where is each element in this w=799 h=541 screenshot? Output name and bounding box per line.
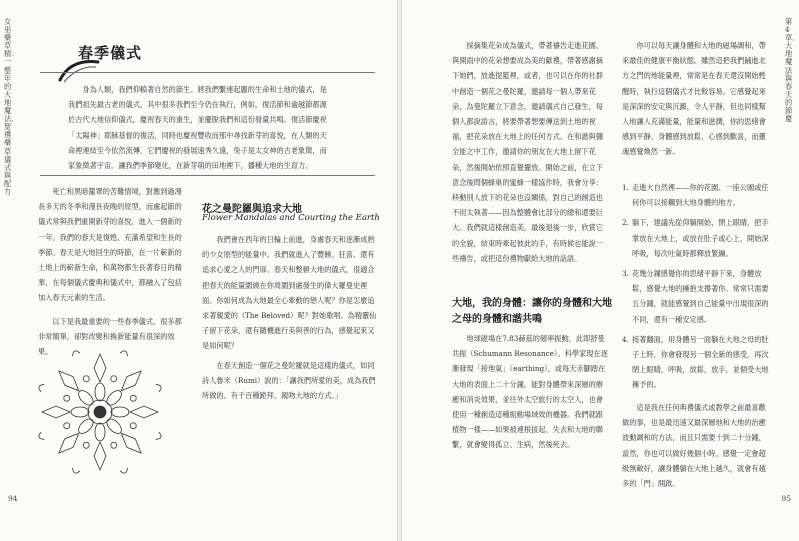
step-text: 躺下，建議先從仰躺開始，閉上眼睛，把手掌放在大地上，或放在肚子或心上，開始深呼吸，每次吐氣時都釋放緊繃。 xyxy=(632,218,769,258)
paragraph: 以下是我最重要的一些春季儀式，很多都非常簡單，卻對改變和換新能量有很深的效果。 xyxy=(38,316,182,357)
page-number-left: 94 xyxy=(8,494,18,503)
right-column-1b xyxy=(452,331,610,453)
paragraph: 我們會在西年的日輪上前進，身處春天和逐漸成熟的少女原型的能量中。我們就進入了豐饒、狂喜、還有追求心愛之人的門扉。春天和整頓大地的儀式，很適合把春天的能量圍繞在你周圍到處發生的偉大羅曼史裡面。你如何成為大地最全心牽動的戀人呢？你是怎麼追求著親愛的（The Beloved）呢？對她歌唱、為精靈仙子留下花朵，還有隨機進行美與善的行為，感覺起來又是如何呢？ xyxy=(202,235,377,351)
subheading-zh: 花之曼陀羅與追求大地 xyxy=(202,204,302,215)
right-column-2 xyxy=(622,38,770,160)
paragraph: 你可以每天讓身體和大地的磁場調和，帶來最佳的健康平衡狀態。雖然這把我們鋪進北方之門的地能量裡，常常是在春天還沒開始甦醒時，執行這個儀式才比較容易。它感覺起來是深深的安定與沉澱，令人平靜，但也同樣幫人地讓人充滿能量，能量和滋潤，你的思緒會感到平靜、身體感到放鬆、心感到歡喜，而靈魂感覺煥然一新。 xyxy=(622,41,766,157)
list-item xyxy=(622,180,772,210)
step-text: 接著翻面，用身體另一面躺在大地之母的肚子上時，你會發現另一個全新的感受。再次閉上眼睛，呼吸，放鬆，放手，並個受大地擁予的。 xyxy=(632,334,769,390)
list-item xyxy=(622,332,772,393)
left-column-1 xyxy=(38,184,188,367)
section-title: 春季儀式 xyxy=(78,44,143,62)
flower-mandala-illustration xyxy=(30,342,170,482)
left-page xyxy=(0,0,397,541)
list-item xyxy=(622,266,772,327)
intro-top-rule xyxy=(40,72,375,73)
step-text: 花幾分鐘感覺你的思緒平靜下來，身體放鬆，感覺大地的擁抱支撐著你。常常只需要五分鐘，就能感覺到自己能量中出現很深的不同，還有一種安定感。 xyxy=(632,269,769,324)
right-column-1 xyxy=(452,38,610,266)
step-text: 走進大自然裡——你的花園、一座公園或任何你可以接觸到大地身體的地方。 xyxy=(632,183,769,208)
step-number: 1. xyxy=(622,183,629,192)
section-heading: 大地，我的身體：讓你的身體和大地之母的身體和諧共鳴 xyxy=(452,298,612,325)
page-number-right: 95 xyxy=(781,494,791,503)
closing-paragraph: 這是我在任何典禮儀式或教學之前最喜歡做的事，也是最迅速又最深層地和大地的治癒波動調和的方法，而且只需要十到二十分鐘，當然，你也可以做好幾個小時。感覺一定會超級無敵好，讓身體躺在大地上越久，就會有越多的「門」開啟。 xyxy=(622,403,766,489)
left-column-2 xyxy=(202,232,378,407)
step-number: 3. xyxy=(622,269,629,279)
steps-list xyxy=(622,180,772,398)
step-number: 4. xyxy=(622,334,629,344)
paragraph: 地球磁場在7.83赫茲的頻率振動，此即舒曼共振（Schumann Resonance）。科學家現在逐漸發現「接地氣」（earthing），或每天赤腳踏在大地的表面上二十分鐘，能對身體帶來深層的療癒和消炎效果，並往外太空旅行的太空人，也會使用一種創造這種振動場域效的機器。我們就跟植物一樣——如果被連根拔起、失去和大地的聯繫，就會變得孤立、生病，然後死去。 xyxy=(452,334,608,450)
paragraph: 採摘集花朵成為儀式，帶著禱告走進花園、與開雨中的花朵想要成為美的獻禮，帶著感謝摘下她們，放進提籃裡，或者，也可以在你的社群中創造一個花之曼陀羅，邀請每一個人帶來花朵，為曼陀羅立下意念，邀請儀式自己發生，每個人都說語言，將要帶著想要傳送到土地的祝福，把花朵放在大地上的任何方式。在和諧與彌全能之中工作，邀請你的朋友在大地上留下花朵，然後開始依照直覺擺放。開始之前，在立下意念後問個蜂巢的蜜蜂一樣協作時，我會分享：移動別人放下的花朵也沒關係，對自己的創造也不用太執著——因為整體會比部分的總和還要巨大。我們就這樣創造美，最後退後一步，欣賞它的全貌，結束時牽起彼此的手，有時候也能說一些禱告，或把這份禮物獻給大地的話語。 xyxy=(452,41,603,263)
paragraph: 在春天創造一個花之曼陀羅就是這樣的儀式，如同詩人魯米（Rumi）說的：「讓我們所愛的美，成為我們所做的。有千百種跪拜、親吻大地的方式。」 xyxy=(202,360,376,401)
list-item xyxy=(622,215,772,261)
running-head-right: 第4章．大地魔法與春天的節慶 xyxy=(785,17,799,124)
right-page xyxy=(402,0,799,541)
brush-stroke-icon xyxy=(58,58,100,84)
step-number: 2. xyxy=(622,218,629,228)
subheading-en: Flower Mandalas and Courting the Earth xyxy=(202,213,380,223)
paragraph: 死亡和黑暗籠罩的苦難情境，對應到過漫長多天的冬季和漫長夜晚的原型。而處起節的儀式常與我們重開新芽的喜悅，進入一個新的一年。我們的春天是復甦、充滿希望和生長的季節。春天是大地回生的時節，在一片嶄新的土地上的嶄新生命，和萬物都生長著春日的精華，在每個儀式慶典和儀式中，都融入了包括加入春天元素的生活。 xyxy=(38,187,182,303)
running-head-left: 女巫藥草精：一整年的大地魔法、聖禮藥草儀式與配方 xyxy=(4,17,19,196)
intro-paragraph: 身為人類，我們仰賴著自然的節生。將我們繫連起麗的生命和土地的儀式，是我們祖先最古老的儀式，其中很多我們至今仍在執行，例如，復活節和逾越節都源於古代大地信仰儀式，慶祝春天的重生，並擺脫我們和這份發量共鳴。復活節慶祝「太陽神」耶穌基督的復活，同時也慶祝豐收而那中尋找新芽的喜悅，在人類的天命裡連結至今依然流傳，它們慶祝的發展遠秀久遠，兔子是太女神的古老象徵，而家象徵著宇宙。讓我們季節變化，在新芽萌的田地裡下，播種大地的生育力。 xyxy=(68,85,327,171)
intro-bottom-rule xyxy=(40,175,375,176)
